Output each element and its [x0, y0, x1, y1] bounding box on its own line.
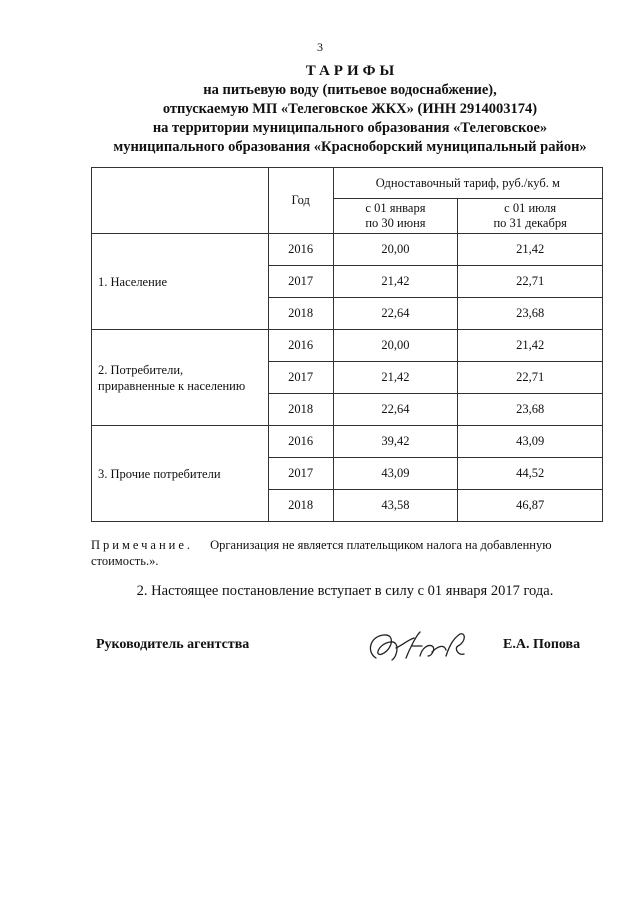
- tariff-table: [91, 167, 603, 522]
- category-cell: [92, 234, 269, 330]
- tariff-h2-cell: 43,09: [458, 426, 603, 458]
- category-label: 1. Население: [98, 274, 168, 289]
- header-category: [92, 168, 269, 234]
- category-cell: [92, 426, 269, 522]
- title-line-1: на питьевую воду (питьевое водоснабжение),: [203, 82, 497, 98]
- tariff-h2-cell: 46,87: [458, 490, 603, 522]
- category-label-line-2: приравненные к населению: [98, 378, 246, 393]
- tariff-h2-cell: 22,71: [458, 362, 603, 394]
- tariff-h2-cell: 44,52: [458, 458, 603, 490]
- category-cell: [92, 330, 269, 426]
- note: [91, 537, 603, 569]
- page-number: 3: [317, 40, 323, 54]
- tariff-h2-cell: 21,42: [458, 234, 603, 266]
- decree-text: 2. Настоящее постановление вступает в силу с 01 января 2017 года.: [136, 583, 554, 599]
- signer-name: Е.А. Попова: [503, 637, 581, 652]
- signer-title: Руководитель агентства: [96, 637, 250, 652]
- year-cell: 2016: [268, 330, 333, 362]
- year-cell: 2017: [268, 458, 333, 490]
- year-cell: 2016: [268, 234, 333, 266]
- header-period-2: [458, 199, 603, 234]
- tariff-h1-cell: 21,42: [333, 266, 458, 298]
- year-cell: 2018: [268, 298, 333, 330]
- tariff-h1-cell: 43,58: [333, 490, 458, 522]
- header-period-1: [333, 199, 458, 234]
- header-tariff: Одноставочный тариф, руб./куб. м: [333, 168, 602, 199]
- tariff-h1-cell: 20,00: [333, 330, 458, 362]
- header-period-1-line-1: с 01 января: [365, 201, 426, 215]
- tariff-h1-cell: 22,64: [333, 298, 458, 330]
- year-cell: 2018: [268, 490, 333, 522]
- tariff-h1-cell: 22,64: [333, 394, 458, 426]
- note-text: Организация не является плательщиком налога на добавленную стоимость.».: [91, 538, 552, 568]
- signature-image: [362, 622, 482, 672]
- year-cell: 2018: [268, 394, 333, 426]
- tariff-h1-cell: 39,42: [333, 426, 458, 458]
- title-line-2: отпускаемую МП «Телеговское ЖКХ» (ИНН 2914003174): [162, 101, 538, 117]
- header-period-1-line-2: по 30 июня: [365, 216, 426, 230]
- header-period-2-line-2: по 31 декабря: [493, 216, 567, 230]
- table-row: [92, 234, 603, 266]
- document-title: [60, 62, 640, 157]
- year-cell: 2016: [268, 426, 333, 458]
- tariff-h1-cell: 21,42: [333, 362, 458, 394]
- note-label: Примечание.: [91, 538, 194, 552]
- tariff-h2-cell: 23,68: [458, 394, 603, 426]
- tariff-h2-cell: 21,42: [458, 330, 603, 362]
- title-main: ТАРИФЫ: [305, 63, 399, 79]
- category-label: 2. Потребители,: [98, 362, 184, 377]
- year-cell: 2017: [268, 266, 333, 298]
- title-line-4: муниципального образования «Красноборский муниципальный район»: [113, 139, 587, 155]
- year-cell: 2017: [268, 362, 333, 394]
- header-period-2-line-1: с 01 июля: [504, 201, 557, 215]
- tariff-h1-cell: 43,09: [333, 458, 458, 490]
- tariff-h2-cell: 23,68: [458, 298, 603, 330]
- tariff-h2-cell: 22,71: [458, 266, 603, 298]
- table-row: [92, 330, 603, 362]
- title-line-3: на территории муниципального образования «Телеговское»: [152, 120, 548, 136]
- header-year: Год: [268, 168, 333, 234]
- tariff-h1-cell: 20,00: [333, 234, 458, 266]
- category-label: 3. Прочие потребители: [98, 466, 221, 481]
- table-row: [92, 426, 603, 458]
